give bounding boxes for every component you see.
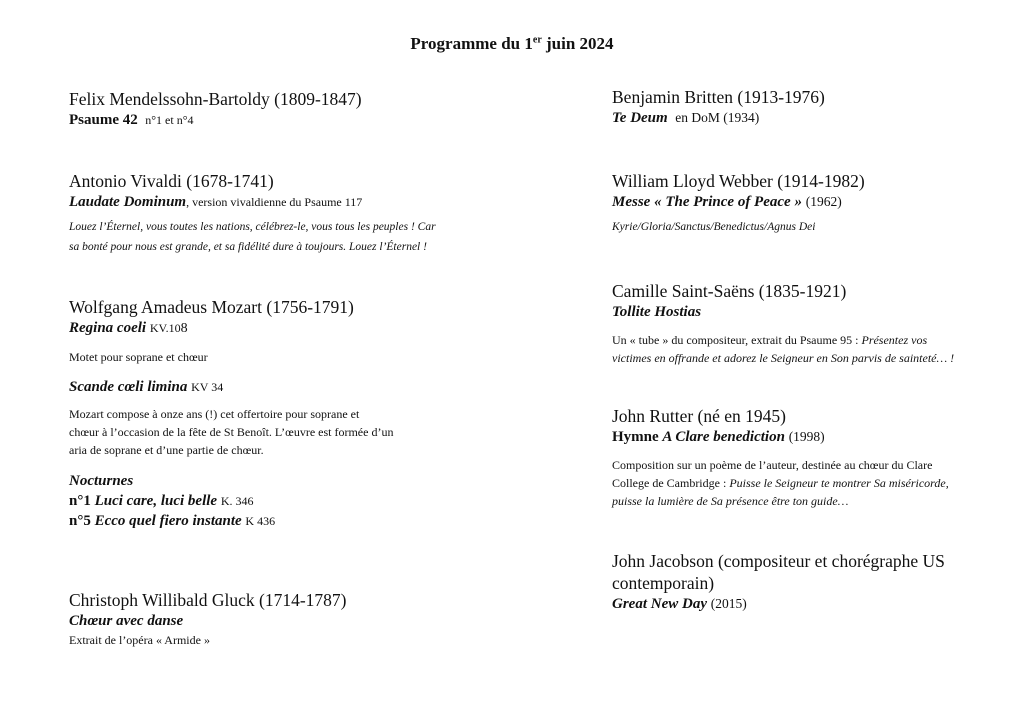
description-text: College de Cambridge :: [612, 476, 730, 490]
work-name: Te Deum: [612, 110, 668, 126]
work-name: Scande cœli limina: [69, 379, 188, 395]
nocturne-title: Ecco quel fiero instante: [94, 513, 242, 529]
mass-parts: Kyrie/Gloria/Sanctus/Benedictus/Agnus Dei: [612, 221, 816, 233]
work-description-line: Composition sur un poème de l’auteur, destinée au chœur du Clare: [612, 458, 933, 472]
work-detail: (1998): [788, 429, 825, 444]
work-detail: en DoM (1934): [675, 110, 760, 125]
work-description-line: [612, 349, 992, 367]
composer-name: William Lloyd Webber (1914-1982): [612, 171, 865, 191]
entry-jacobson: [612, 550, 992, 614]
work-title: [69, 611, 469, 631]
work-name: Regina coeli: [69, 320, 147, 336]
work-description-line: [612, 492, 992, 510]
composer-name: Benjamin Britten (1913-1976): [612, 87, 825, 107]
work-detail: n°1 et n°4: [145, 113, 194, 127]
nocturne-title: Luci care, luci belle: [94, 493, 218, 509]
psalm-text-line: sa bonté pour nous est grande, et sa fidélité dure à toujours. Louez l’Éternel !: [69, 241, 427, 253]
entry-mozart: [69, 296, 469, 531]
work-description: [612, 331, 992, 349]
work-description-line: chœur à l’occasion de la fête de St Benoît. L’œuvre est formée d’un: [69, 425, 394, 439]
description-quote: puisse la lumière de Sa présence être ton guide…: [612, 494, 849, 508]
work-title: [69, 318, 469, 339]
work-title: [612, 594, 992, 614]
entry-gluck: [69, 589, 469, 649]
description-quote: Présentez vos: [861, 333, 928, 347]
work-description-line: Mozart compose à onze ans (!) cet offertoire pour soprane et: [69, 407, 360, 421]
work-title: [612, 427, 992, 447]
catalog-number: KV.10: [149, 321, 181, 335]
entry-rutter: [612, 405, 992, 510]
composer-name: Christoph Willibald Gluck (1714-1787): [69, 590, 347, 610]
composer-name: Wolfgang Amadeus Mozart (1756-1791): [69, 297, 354, 317]
psalm-text-line: Louez l’Éternel, vous toutes les nations, célébrez-le, vous tous les peuples ! Car: [69, 221, 436, 233]
catalog-number-end: 8: [180, 321, 188, 336]
work-title: [612, 302, 992, 322]
composer-name-continued: contemporain): [612, 573, 715, 593]
work-prefix: Hymne: [612, 429, 663, 445]
composer-name: Felix Mendelssohn-Bartoldy (1809-1847): [69, 89, 362, 109]
nocturne-item: [69, 511, 469, 531]
composer-name: John Jacobson (compositeur et chorégraphe US: [612, 551, 945, 571]
description-quote: victimes en offrande et adorez le Seigneur en Son parvis de sainteté… !: [612, 351, 955, 365]
composer-name: Antonio Vivaldi (1678-1741): [69, 171, 274, 191]
title-sup: er: [532, 34, 542, 46]
entry-britten: [612, 86, 992, 128]
nocturne-catalog: K 436: [245, 514, 276, 528]
work-detail: , version vivaldienne du Psaume 117: [186, 195, 363, 209]
nocturne-number: n°5: [69, 513, 91, 529]
work-title: [69, 377, 469, 397]
work-name: Laudate Dominum: [69, 194, 187, 210]
composer-name: Camille Saint-Saëns (1835-1921): [612, 281, 847, 301]
description-quote: Puisse le Seigneur te montrer Sa miséricorde,: [729, 476, 949, 490]
nocturne-item: [69, 491, 469, 511]
work-name: Nocturnes: [69, 473, 134, 489]
work-description: Extrait de l’opéra « Armide »: [69, 633, 210, 647]
work-catalog: [150, 321, 188, 335]
work-title: [69, 110, 469, 130]
description-text: Un « tube » du compositeur, extrait du Psaume 95 :: [612, 333, 862, 347]
entry-vivaldi: [69, 170, 469, 257]
work-name: Messe « The Prince of Peace »: [612, 194, 802, 210]
work-name: Psaume 42: [69, 112, 138, 128]
work-detail: (1962): [805, 194, 842, 209]
work-title: [612, 192, 992, 212]
entry-webber: [612, 170, 992, 237]
nocturne-number: n°1: [69, 493, 91, 509]
work-catalog: KV 34: [191, 380, 224, 394]
work-detail: (2015): [710, 596, 747, 611]
nocturnes-heading: [69, 471, 469, 491]
work-description: Motet pour soprane et chœur: [69, 350, 208, 364]
nocturne-catalog: K. 346: [220, 494, 254, 508]
title-rest: juin 2024: [541, 34, 614, 53]
work-name: A Clare benediction: [662, 429, 785, 445]
work-name: Chœur avec danse: [69, 613, 184, 629]
work-name: Great New Day: [612, 596, 707, 612]
title-main: Programme du 1: [410, 34, 533, 53]
work-title: [69, 192, 469, 212]
work-description-line: [612, 474, 992, 492]
entry-saintsaens: [612, 280, 992, 367]
entry-mendelssohn: [69, 88, 469, 130]
work-title: [612, 108, 992, 128]
work-name: Tollite Hostias: [612, 304, 702, 320]
composer-name: John Rutter (né en 1945): [612, 406, 786, 426]
work-description-line: aria de soprane et d’une partie de chœur.: [69, 443, 264, 457]
page-title: [0, 34, 1024, 54]
